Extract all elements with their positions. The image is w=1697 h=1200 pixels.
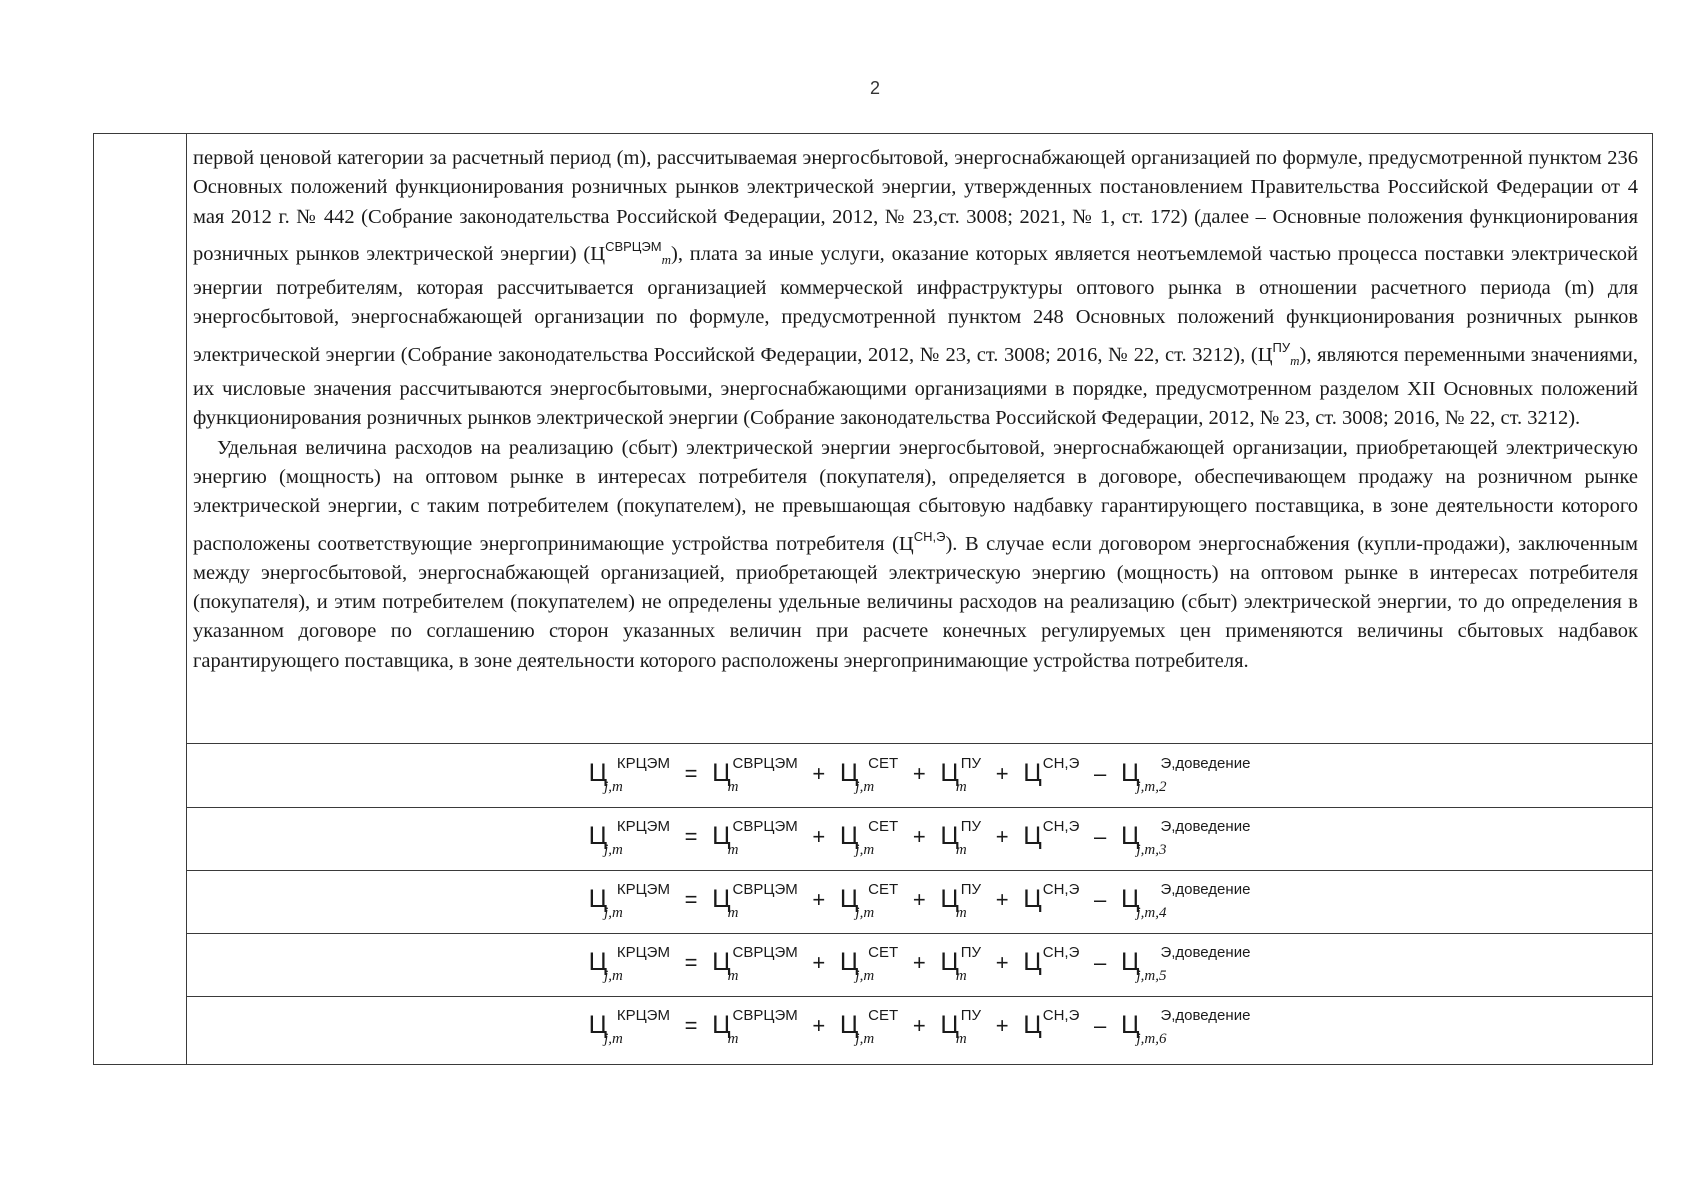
plus-sign: + (995, 824, 1009, 849)
formula-term-svrcem: ЦmСВРЦЭМ (712, 755, 798, 795)
equals-sign: = (684, 761, 698, 786)
formula-lhs: Цj,mКРЦЭМ (588, 1007, 670, 1047)
formula-row-4 (187, 870, 1652, 934)
plus-sign: + (912, 950, 926, 975)
minus-sign: – (1094, 950, 1107, 975)
plus-sign: + (995, 950, 1009, 975)
formula-term-pu: ЦmПУ (940, 944, 982, 984)
equals-sign: = (684, 950, 698, 975)
symbol-ts-sn-e: $Ц^{СН,Э}$ (898, 528, 946, 555)
formula (589, 755, 1251, 796)
formula-row-6 (187, 996, 1652, 1059)
formula-term-dovedenie: Цj,m,6Э,доведение (1120, 1007, 1251, 1047)
formula (589, 818, 1251, 859)
formula-term-svrcem: ЦmСВРЦЭМ (712, 1007, 798, 1047)
formula-term-svrcem: ЦmСВРЦЭМ (712, 818, 798, 858)
formula-term-pu: ЦmПУ (940, 818, 982, 858)
plus-sign: + (995, 761, 1009, 786)
minus-sign: – (1094, 824, 1107, 849)
formula-term-svrcem: ЦmСВРЦЭМ (712, 944, 798, 984)
plus-sign: + (812, 950, 826, 975)
formula-lhs: Цj,mКРЦЭМ (588, 944, 670, 984)
plus-sign: + (912, 761, 926, 786)
formula-term-set: Цj,mСЕТ (839, 818, 899, 858)
paragraph-definitions: первой ценовой категории за расчетный период (m), рассчитываемая энергосбытовой, энергоснабжающей организацией по формуле, предусмотренной пунктом 236 Основных положений функционирования розничных рынков электрической энергии, утвержденных постановлением Правительства Российской Федерации от 4 мая 2012 г. № 442 (Собрание законодательства Российской Федерации, 2012, № 23,ст. 3008; 2021, № 1, ст. 172) (далее – Основные положения функционирования розничных рынков электрической энергии) $(Ц^{СВРЦЭМ}m)$, плата за иные услуги, оказание которых является неотъемлемой частью процесса поставки электрической энергии потребителям, которая рассчитывается организацией коммерческой инфраструктуры оптового рынка в отношении расчетного периода (m) для энергосбытовой, энергоснабжающей организации по формуле, предусмотренной пунктом 248 Основных положений функционирования розничных рынков электрической энергии (Собрание законодательства Российской Федерации, 2012, № 23, ст. 3008; 2016, № 22, ст. 3212), $(Ц^{ПУ}m)$, являются переменными значениями, их числовые значения рассчитываются энергосбытовыми, энергоснабжающими организациями в порядке, предусмотренном разделом XII Основных положений функционирования розничных рынков электрической энергии (Собрание законодательства Российской Федерации, 2012, № 23, ст. 3008; 2016, № 22, ст. 3212). (193, 147, 1639, 430)
plus-sign: + (812, 1013, 826, 1038)
equals-sign: = (684, 887, 698, 912)
formula (589, 1007, 1251, 1048)
formula-lhs: Цj,mКРЦЭМ (588, 818, 670, 858)
formula-term-set: Цj,mСЕТ (839, 755, 899, 795)
formula (589, 881, 1251, 922)
formula-term-sn-e: ЦСН,Э (1023, 818, 1080, 850)
paragraph-sales-costs: Удельная величина расходов на реализацию (сбыт) электрической энергии энергосбытовой, энергоснабжающей организации, приобретающей электрическую энергию (мощность) на оптовом рынке в интересах потребителя (покупателя), определяется в договоре, обеспечивающем продажу на розничном рынке электрической энергии, с таким потребителем (покупателем), не превышающая сбытовую надбавку гарантирующего поставщика, в зоне деятельности которого расположены соответствующие энергопринимающие устройства потребителя $(Ц^{СН,Э})$. В случае если договором энергоснабжения (купли-продажи), заключенным между энергосбытовой, энергоснабжающей организацией, приобретающей электрическую энергию (мощность) на оптовом рынке в интересах потребителя (покупателя), и этим потребителем (покупателем) не определены удельные величины расходов на реализацию (сбыт) электрической энергии, то до определения в указанном договоре по соглашению сторон указанных величин при расчете конечных регулируемых цен применяются величины сбытовых надбавок гарантирующего поставщика, в зоне деятельности которого расположены энергопринимающие устройства потребителя. (193, 436, 1638, 672)
formula-lhs: Цj,mКРЦЭМ (588, 881, 670, 921)
plus-sign: + (912, 824, 926, 849)
formula-term-pu: ЦmПУ (940, 881, 982, 921)
formula-term-set: Цj,mСЕТ (839, 944, 899, 984)
plus-sign: + (995, 887, 1009, 912)
formula-row-5 (187, 933, 1652, 997)
minus-sign: – (1094, 1013, 1107, 1038)
formula-term-dovedenie: Цj,m,3Э,доведение (1120, 818, 1251, 858)
formula-term-sn-e: ЦСН,Э (1023, 755, 1080, 787)
formula-term-dovedenie: Цj,m,4Э,доведение (1120, 881, 1251, 921)
plus-sign: + (912, 1013, 926, 1038)
symbol-ts-pu: $Ц^{ПУ}m$ (1257, 339, 1300, 368)
formula (589, 944, 1251, 985)
formula-term-sn-e: ЦСН,Э (1023, 881, 1080, 913)
plus-sign: + (912, 887, 926, 912)
plus-sign: + (812, 887, 826, 912)
document-table (93, 133, 1653, 1065)
plus-sign: + (812, 824, 826, 849)
formula-row-2 (187, 744, 1652, 808)
formula-lhs: Цj,mКРЦЭМ (588, 755, 670, 795)
formula-term-sn-e: ЦСН,Э (1023, 1007, 1080, 1039)
formula-term-pu: ЦmПУ (940, 1007, 982, 1047)
formula-term-set: Цj,mСЕТ (839, 1007, 899, 1047)
equals-sign: = (684, 824, 698, 849)
formula-term-set: Цj,mСЕТ (839, 881, 899, 921)
left-column (94, 134, 187, 1064)
plus-sign: + (812, 761, 826, 786)
formula-term-svrcem: ЦmСВРЦЭМ (712, 881, 798, 921)
page-number: 2 (869, 78, 880, 98)
plus-sign: + (995, 1013, 1009, 1038)
description-cell (187, 134, 1652, 744)
formula-term-pu: ЦmПУ (940, 755, 982, 795)
formula-term-sn-e: ЦСН,Э (1023, 944, 1080, 976)
formula-term-dovedenie: Цj,m,2Э,доведение (1120, 755, 1251, 795)
symbol-ts-svrcem: $Ц^{СВРЦЭМ}m$ (590, 238, 671, 267)
minus-sign: – (1094, 887, 1107, 912)
formula-term-dovedenie: Цj,m,5Э,доведение (1120, 944, 1251, 984)
formula-row-3 (187, 807, 1652, 871)
minus-sign: – (1094, 761, 1107, 786)
equals-sign: = (684, 1013, 698, 1038)
